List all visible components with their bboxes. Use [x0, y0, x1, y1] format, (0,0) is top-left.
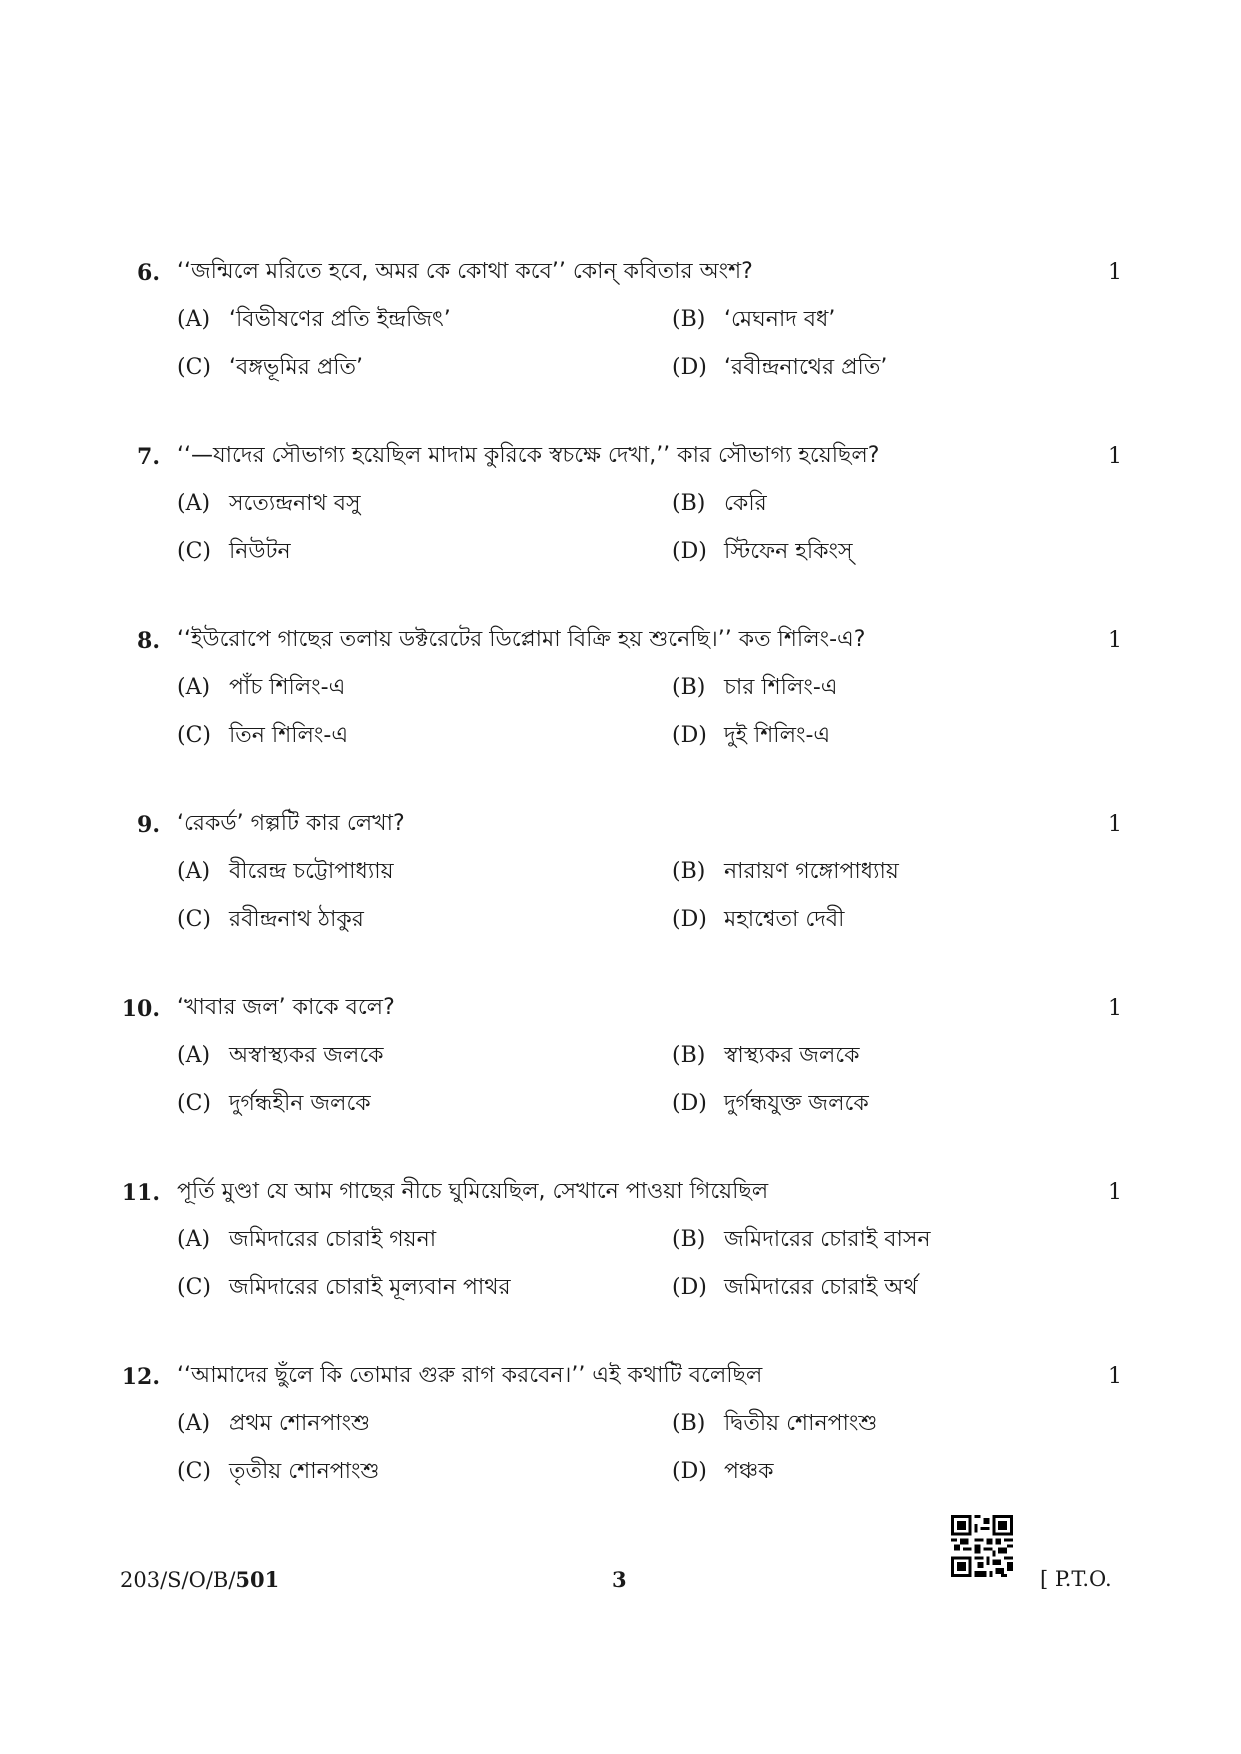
option-text: জমিদারের চোরাই গয়না [229, 1227, 437, 1252]
paper-code-prefix: 203/S/O/B/ [120, 1568, 236, 1592]
question-text: ‘‘আমাদের ছুঁলে কি তোমার গুরু রাগ করবেন।’’ এই কথাটি বলেছিল [177, 1363, 763, 1388]
question-number: 8. [137, 628, 160, 654]
option-text: স্বাস্থ্যকর জলকে [724, 1043, 860, 1068]
question-7 [0, 438, 1241, 588]
option-b [672, 302, 835, 338]
question-text: ‘‘ইউরোপে গাছের তলায় ডক্টরেটের ডিপ্লোমা বিক্রি হয় শুনেছি।’’ কত শিলিং-এ? [177, 627, 866, 652]
question-12 [0, 1358, 1241, 1508]
option-text: ‘মেঘনাদ বধ’ [724, 307, 836, 332]
option-c [177, 1454, 379, 1490]
option-letter: (C) [177, 1459, 211, 1484]
option-c [177, 902, 364, 938]
question-text: পূর্তি মুণ্ডা যে আম গাছের নীচে ঘুমিয়েছিল, সেখানে পাওয়া গিয়েছিল [177, 1179, 769, 1204]
option-d [672, 1270, 918, 1306]
option-c [177, 350, 363, 386]
option-text: নারায়ণ গঙ্গোপাধ্যায় [724, 859, 899, 884]
option-text: চার শিলিং-এ [724, 675, 838, 700]
question-number: 7. [137, 444, 160, 470]
question-9 [0, 806, 1241, 956]
option-letter: (D) [672, 539, 707, 564]
option-d [672, 534, 853, 570]
option-a [177, 670, 345, 706]
option-text: স্টিফেন হকিংস্ [724, 539, 853, 564]
option-text: অস্বাস্থ্যকর জলকে [229, 1043, 384, 1068]
option-letter: (B) [672, 675, 706, 700]
question-6 [0, 254, 1241, 404]
option-letter: (C) [177, 539, 211, 564]
option-letter: (D) [672, 1091, 707, 1116]
option-letter: (A) [177, 1411, 211, 1436]
option-text: জমিদারের চোরাই বাসন [724, 1227, 931, 1252]
question-10 [0, 990, 1241, 1140]
option-letter: (B) [672, 307, 706, 332]
option-c [177, 1270, 511, 1306]
option-letter: (D) [672, 723, 707, 748]
option-text: জমিদারের চোরাই মূল্যবান পাথর [229, 1275, 511, 1300]
option-a [177, 854, 394, 890]
option-text: দ্বিতীয় শোনপাংশু [724, 1411, 878, 1436]
question-number: 10. [121, 996, 160, 1022]
option-letter: (B) [672, 491, 706, 516]
question-number: 11. [121, 1180, 160, 1206]
paper-code-number: 501 [235, 1567, 280, 1592]
option-letter: (B) [672, 1043, 706, 1068]
option-a [177, 1038, 384, 1074]
option-text: প্রথম শোনপাংশু [229, 1411, 371, 1436]
question-text: ‘‘জন্মিলে মরিতে হবে, অমর কে কোথা কবে’’ কোন্ কবিতার অংশ? [177, 259, 753, 284]
question-marks: 1 [1108, 1364, 1122, 1389]
option-text: পঞ্চক [724, 1459, 774, 1484]
question-text: ‘রেকর্ড’ গল্পটি কার লেখা? [177, 811, 405, 836]
question-marks: 1 [1108, 812, 1122, 837]
option-letter: (A) [177, 859, 211, 884]
option-text: তিন শিলিং-এ [229, 723, 349, 748]
option-b [672, 486, 767, 522]
option-d [672, 350, 887, 386]
option-c [177, 534, 291, 570]
option-b [672, 670, 838, 706]
option-b [672, 1038, 860, 1074]
option-letter: (C) [177, 1275, 211, 1300]
option-text: ‘বিভীষণের প্রতি ইন্দ্রজিৎ’ [229, 307, 451, 332]
option-text: বীরেন্দ্র চট্টোপাধ্যায় [229, 859, 394, 884]
question-number: 12. [121, 1364, 160, 1390]
option-text: কেরি [724, 491, 767, 516]
option-b [672, 1406, 877, 1442]
option-letter: (D) [672, 1459, 707, 1484]
option-letter: (A) [177, 491, 211, 516]
option-text: দুর্গন্ধহীন জলকে [229, 1091, 371, 1116]
option-letter: (A) [177, 1043, 211, 1068]
option-text: তৃতীয় শোনপাংশু [229, 1459, 380, 1484]
option-letter: (B) [672, 859, 706, 884]
question-marks: 1 [1108, 996, 1122, 1021]
option-d [672, 1454, 774, 1490]
option-d [672, 902, 844, 938]
question-text: ‘‘—যাদের সৌভাগ্য হয়েছিল মাদাম কুরিকে স্বচক্ষে দেখা,’’ কার সৌভাগ্য হয়েছিল? [177, 443, 880, 468]
option-a [177, 1222, 436, 1258]
option-text: মহাশ্বেতা দেবী [724, 907, 845, 932]
option-letter: (C) [177, 1091, 211, 1116]
option-letter: (C) [177, 355, 211, 380]
option-c [177, 718, 348, 754]
option-a [177, 486, 361, 522]
qr-code-icon [951, 1515, 1013, 1577]
question-number: 6. [137, 260, 160, 286]
question-marks: 1 [1108, 444, 1122, 469]
option-d [672, 1086, 869, 1122]
option-letter: (C) [177, 907, 211, 932]
please-turn-over: [ P.T.O. [1040, 1567, 1112, 1591]
question-marks: 1 [1108, 628, 1122, 653]
option-text: দুই শিলিং-এ [724, 723, 831, 748]
option-letter: (D) [672, 1275, 707, 1300]
option-letter: (A) [177, 1227, 211, 1252]
option-b [672, 1222, 931, 1258]
question-marks: 1 [1108, 1180, 1122, 1205]
option-a [177, 302, 451, 338]
option-text: পাঁচ শিলিং-এ [229, 675, 346, 700]
question-number: 9. [137, 812, 160, 838]
page-number: 3 [612, 1567, 627, 1592]
option-text: জমিদারের চোরাই অর্থ [724, 1275, 918, 1300]
option-text: সত্যেন্দ্রনাথ বসু [229, 491, 361, 516]
option-letter: (A) [177, 307, 211, 332]
option-letter: (B) [672, 1227, 706, 1252]
question-8 [0, 622, 1241, 772]
option-text: ‘বঙ্গভূমির প্রতি’ [229, 355, 364, 380]
option-text: ‘রবীন্দ্রনাথের প্রতি’ [724, 355, 888, 380]
option-c [177, 1086, 371, 1122]
question-11 [0, 1174, 1241, 1324]
option-letter: (D) [672, 355, 707, 380]
option-letter: (A) [177, 675, 211, 700]
option-text: রবীন্দ্রনাথ ঠাকুর [229, 907, 364, 932]
option-letter: (D) [672, 907, 707, 932]
option-a [177, 1406, 370, 1442]
option-text: নিউটন [229, 539, 291, 564]
question-text: ‘খাবার জল’ কাকে বলে? [177, 995, 395, 1020]
option-text: দুর্গন্ধযুক্ত জলকে [724, 1091, 869, 1116]
option-letter: (B) [672, 1411, 706, 1436]
paper-code [120, 1567, 279, 1592]
option-d [672, 718, 830, 754]
option-letter: (C) [177, 723, 211, 748]
option-b [672, 854, 899, 890]
question-marks: 1 [1108, 260, 1122, 285]
